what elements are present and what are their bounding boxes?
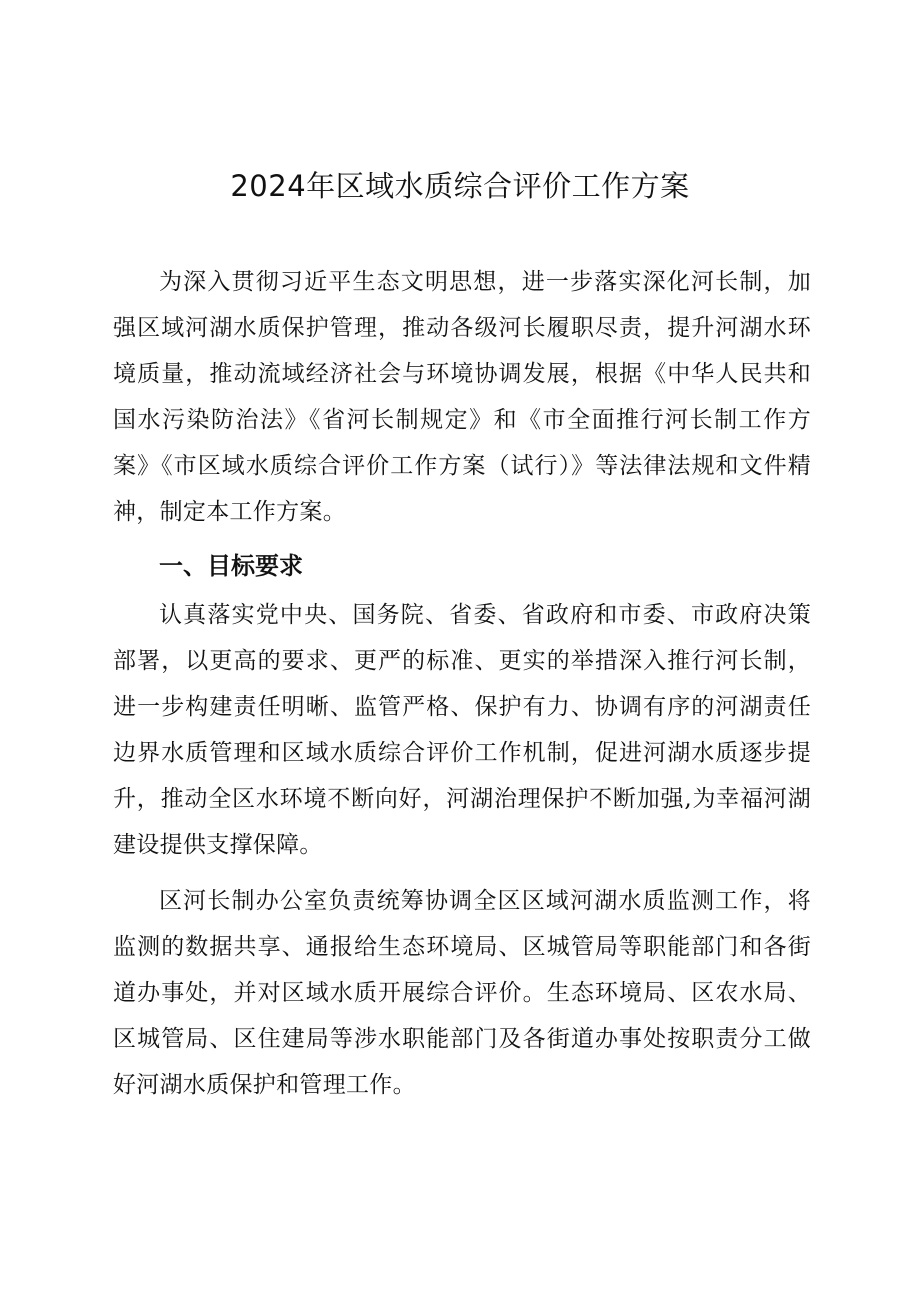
- document-title: 2024年区域水质综合评价工作方案: [230, 169, 690, 203]
- goals-paragraph-2: 区河长制办公室负责统筹协调全区区域河湖水质监测工作，将监测的数据共享、通报给生态环境局、区城管局等职能部门和各街道办事处，并对区域水质开展综合评价。生态环境局、区农水局、区城管局、区住建局等涉水职能部门及各街道办事处按职责分工做好河湖水质保护和管理工作。: [113, 888, 811, 1098]
- intro-paragraph: 为深入贯彻习近平生态文明思想，进一步落实深化河长制，加强区域河湖水质保护管理，推动各级河长履职尽责，提升河湖水环境质量，推动流域经济社会与环境协调发展，根据《中华人民共和国水污染防治法》《省河长制规定》和《市全面推行河长制工作方案》《市区域水质综合评价工作方案（试行）》等法律法规和文件精神，制定本工作方案。: [113, 269, 811, 525]
- section-heading-goals: 一、目标要求: [159, 552, 303, 580]
- goals-paragraph-1: 认真落实党中央、国务院、省委、省政府和市委、市政府决策部署，以更高的要求、更严的标准、更实的举措深入推行河长制，进一步构建责任明晰、监管严格、保护有力、协调有序的河湖责任边界水质管理和区域水质综合评价工作机制，促进河湖水质逐步提升，推动全区水环境不断向好，河湖治理保护不断加强,为幸福河湖建设提供支撑保障。: [113, 602, 811, 858]
